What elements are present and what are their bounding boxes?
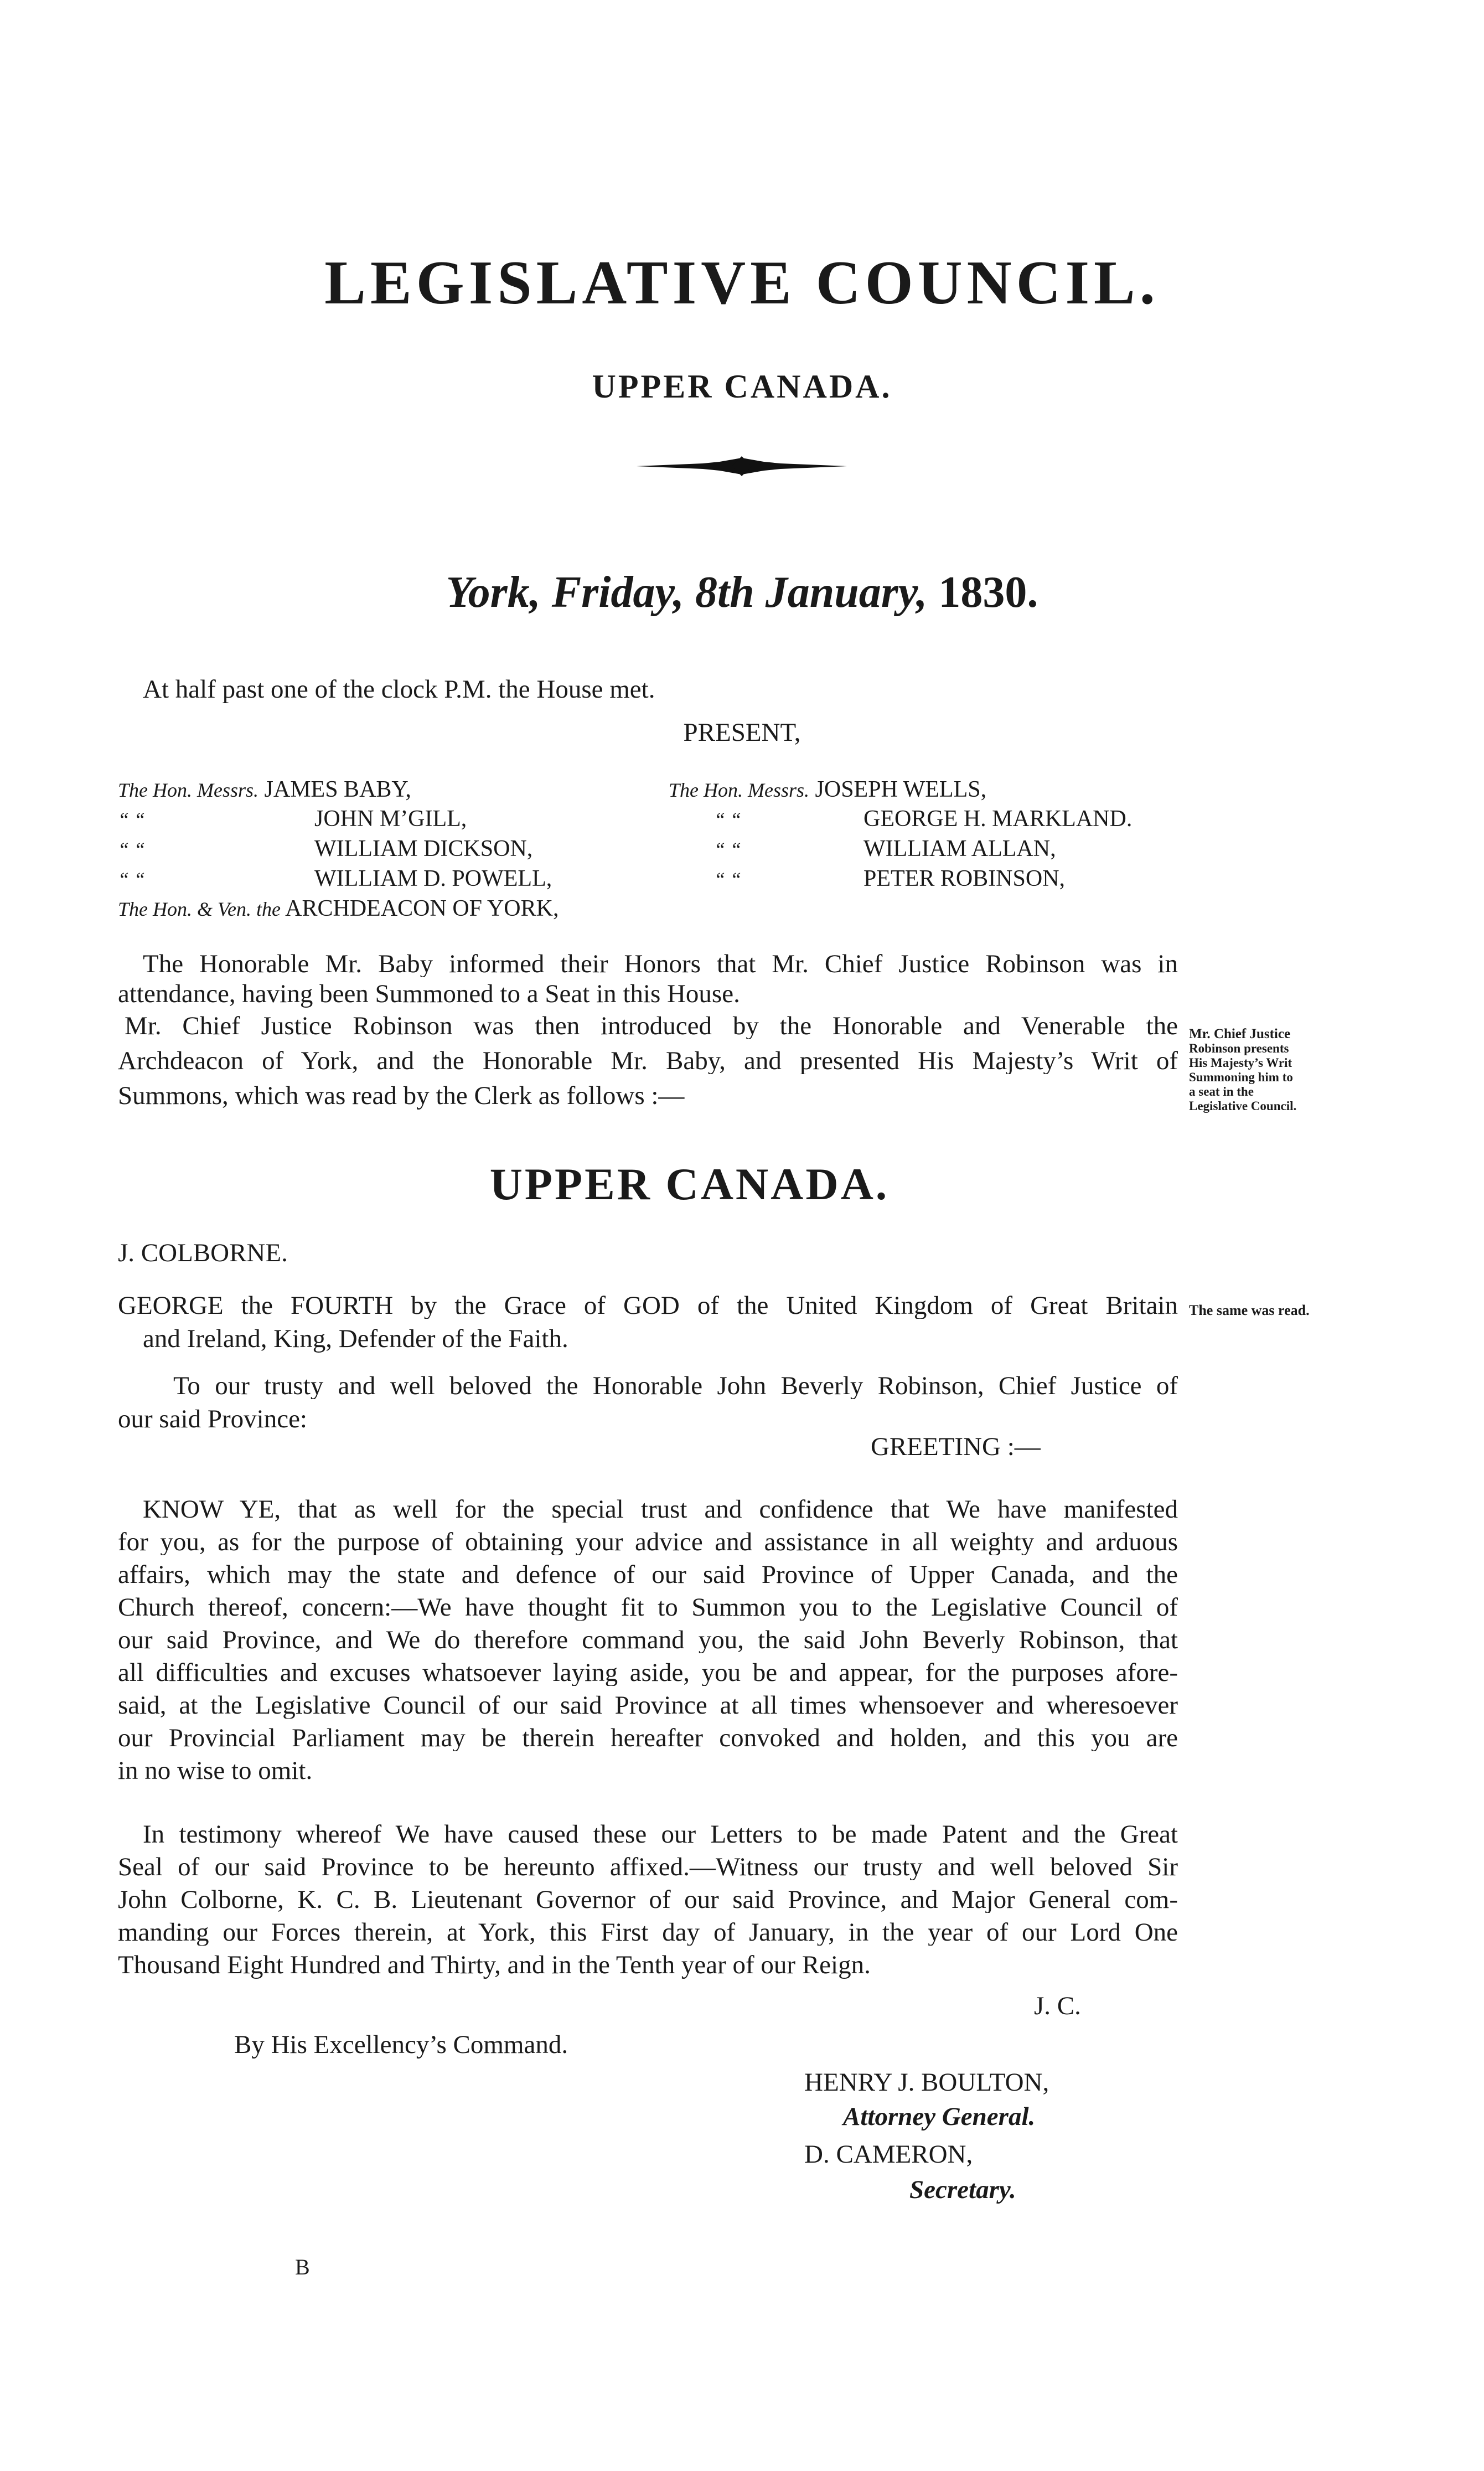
boulton-name: HENRY J. BOULTON, bbox=[804, 2068, 1049, 2097]
cameron-name: D. CAMERON, bbox=[804, 2140, 973, 2169]
paragraph-line: all difficulties and excuses whatsoever laying aside, you be and appear, for the purposes afore- bbox=[118, 1660, 1178, 1686]
paragraph-line: Archdeacon of York, and the Honorable Mr. Baby, and presented His Majesty’s Writ of bbox=[118, 1048, 1178, 1074]
paragraph-line: To our trusty and well beloved the Honorable John Beverly Robinson, Chief Justice of bbox=[173, 1373, 1178, 1399]
roster-right-row: “ “ PETER ROBINSON, bbox=[714, 866, 1066, 891]
greeting: GREETING :— bbox=[871, 1432, 1041, 1461]
paragraph-line: our said Province: bbox=[118, 1405, 307, 1433]
dateline-day: 8th bbox=[695, 568, 754, 617]
paragraph-line: John Colborne, K. C. B. Lieutenant Governor of our said Province, and Major General com- bbox=[118, 1887, 1178, 1913]
paragraph-line: Summons, which was read by the Clerk as follows :— bbox=[118, 1081, 685, 1110]
boulton-title: Attorney General. bbox=[843, 2102, 1036, 2131]
paragraph-line: affairs, which may the state and defence of our said Province of Upper Canada, and the bbox=[118, 1562, 1178, 1588]
roster-left-row: “ “ WILLIAM D. POWELL, bbox=[118, 866, 552, 891]
roster-right-row: “ “ WILLIAM ALLAN, bbox=[714, 836, 1056, 862]
paragraph-line: Church thereof, concern:—We have thought fit to Summon you to the Legislative Council of bbox=[118, 1595, 1178, 1621]
paragraph-line: said, at the Legislative Council of our said Province at all times whensoever and wheresoever bbox=[118, 1693, 1178, 1719]
roster-left-row: The Hon. Messrs. JAMES BABY, bbox=[118, 777, 411, 802]
writ-heading: UPPER CANADA. bbox=[489, 1159, 890, 1209]
present-heading: PRESENT, bbox=[683, 718, 801, 747]
paragraph-line: attendance, having been Summoned to a Seat in this House. bbox=[118, 979, 740, 1008]
dateline-place: York, bbox=[446, 568, 541, 617]
signature-mark: B bbox=[295, 2255, 310, 2279]
page-subtitle: UPPER CANADA. bbox=[592, 368, 892, 405]
signature-initials: J. COLBORNE. bbox=[118, 1239, 288, 1267]
paragraph-line: KNOW YE, that as well for the special trust and confidence that We have manifested bbox=[143, 1497, 1178, 1523]
roster-left-row: “ “ WILLIAM DICKSON, bbox=[118, 836, 533, 862]
paragraph-line: In testimony whereof We have caused these our Letters to be made Patent and the Great bbox=[143, 1822, 1178, 1848]
margin-note: Mr. Chief Justice Robinson presents His Majesty’s Writ Summoning him to a seat in the Legislative Council. bbox=[1189, 1026, 1297, 1113]
roster-right-row: “ “ GEORGE H. MARKLAND. bbox=[714, 806, 1133, 832]
opening-line: At half past one of the clock P.M. the House met. bbox=[143, 675, 655, 704]
paragraph-line: our Provincial Parliament may be therein hereafter convoked and holden, and this you are bbox=[118, 1725, 1178, 1751]
cameron-title: Secretary. bbox=[909, 2175, 1016, 2204]
dateline-weekday: Friday, bbox=[551, 568, 685, 617]
margin-note-read: The same was read. bbox=[1189, 1302, 1310, 1318]
paragraph-line: Thousand Eight Hundred and Thirty, and in the Tenth year of our Reign. bbox=[118, 1951, 871, 1979]
ornament-divider bbox=[637, 455, 847, 477]
roster-right-row: The Hon. Messrs. JOSEPH WELLS, bbox=[669, 777, 987, 802]
paragraph-line: The Honorable Mr. Baby informed their Honors that Mr. Chief Justice Robinson was in bbox=[143, 951, 1178, 977]
roster-left-row: “ “ JOHN M’GILL, bbox=[118, 806, 467, 832]
paragraph-line: in no wise to omit. bbox=[118, 1756, 313, 1785]
page-title: LEGISLATIVE COUNCIL. bbox=[324, 249, 1160, 317]
paragraph-line: manding our Forces therein, at York, this First day of January, in the year of our Lord One bbox=[118, 1920, 1178, 1946]
dateline-year: 1830. bbox=[938, 568, 1038, 617]
command-line: By His Excellency’s Command. bbox=[234, 2030, 568, 2059]
paragraph-line: for you, as for the purpose of obtaining your advice and assistance in all weighty and arduous bbox=[118, 1529, 1178, 1555]
paragraph-line: Seal of our said Province to be hereunto affixed.—Witness our trusty and well beloved Sir bbox=[118, 1854, 1178, 1880]
paragraph-line: Mr. Chief Justice Robinson was then introduced by the Honorable and Venerable the bbox=[125, 1013, 1178, 1039]
jc-initials: J. C. bbox=[1034, 1992, 1081, 2020]
dateline-month: January, bbox=[765, 568, 928, 617]
roster-left-row: The Hon. & Ven. the ARCHDEACON OF YORK, bbox=[118, 896, 559, 921]
paragraph-line: GEORGE the FOURTH by the Grace of GOD of the United Kingdom of Great Britain bbox=[118, 1293, 1178, 1319]
dateline bbox=[0, 570, 1484, 615]
paragraph-line: and Ireland, King, Defender of the Faith. bbox=[143, 1324, 568, 1353]
paragraph-line: our said Province, and We do therefore command you, the said John Beverly Robinson, that bbox=[118, 1627, 1178, 1653]
